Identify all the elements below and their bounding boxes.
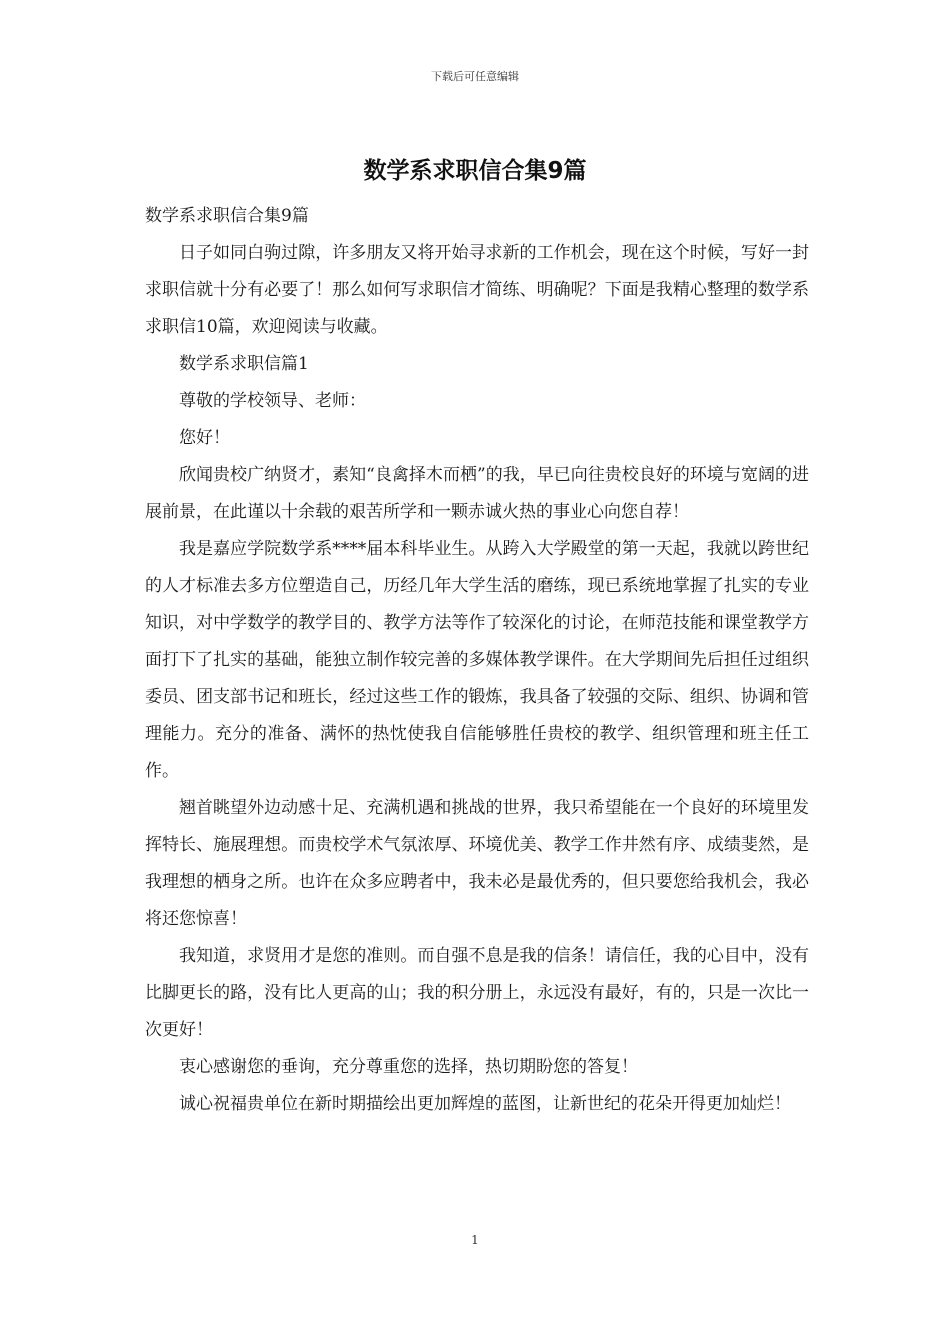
- body-paragraph: 衷心感谢您的垂询，充分尊重您的选择，热切期盼您的答复！: [179, 1057, 638, 1077]
- body-paragraph: 欣闻贵校广纳贤才，素知“良禽择木而栖”的我，早已向往贵校良好的环境与宽阔的进展前景，在此谨以十余载的艰苦所学和一颗赤诚火热的事业心向您自荐！: [145, 465, 809, 522]
- body-paragraph: 我是嘉应学院数学系****届本科毕业生。从跨入大学殿堂的第一天起，我就以跨世纪的人才标准去多方位塑造自己，历经几年大学生活的磨练，现已系统地掌握了扎实的专业知识，对中学数学的教学目的、教学方法等作了较深化的讨论，在师范技能和课堂教学方面打下了扎实的基础，能独立制作较完善的多媒体教学课件。在大学期间先后担任过组织委员、团支部书记和班长，经过这些工作的锻炼，我具备了较强的交际、组织、协调和管理能力。充分的准备、满怀的热忱使我自信能够胜任贵校的教学、组织管理和班主任工作。: [145, 539, 809, 781]
- body-paragraph: 我知道，求贤用才是您的准则。而自强不息是我的信条！请信任，我的心目中，没有比脚更长的路，没有比人更高的山；我的积分册上，永远没有最好，有的，只是一次比一次更好！: [145, 946, 809, 1040]
- document-title: 数学系求职信合集9篇: [363, 158, 587, 184]
- greeting: 您好！: [179, 428, 230, 448]
- intro-paragraph: 日子如同白驹过隙，许多朋友又将开始寻求新的工作机会，现在这个时候，写好一封求职信就十分有必要了！那么如何写求职信才简练、明确呢？下面是我精心整理的数学系求职信10篇，欢迎阅读与收藏。: [145, 243, 809, 337]
- page-number: 1: [471, 1233, 479, 1247]
- closing-paragraph: 诚心祝福贵单位在新时期描绘出更加辉煌的蓝图，让新世纪的花朵开得更加灿烂！: [179, 1094, 791, 1114]
- body-paragraph: 翘首眺望外边动感十足、充满机遇和挑战的世界，我只希望能在一个良好的环境里发挥特长、施展理想。而贵校学术气氛浓厚、环境优美、教学工作井然有序、成绩斐然，是我理想的栖身之所。也许在众多应聘者中，我未必是最优秀的，但只要您给我机会，我必将还您惊喜！: [145, 798, 809, 929]
- letter-heading: 数学系求职信篇1: [179, 354, 309, 374]
- subtitle-paragraph: 数学系求职信合集9篇: [145, 206, 309, 226]
- header-note: 下载后可任意编辑: [431, 70, 519, 83]
- document-body: [145, 198, 809, 1123]
- salutation: 尊敬的学校领导、老师：: [179, 391, 366, 411]
